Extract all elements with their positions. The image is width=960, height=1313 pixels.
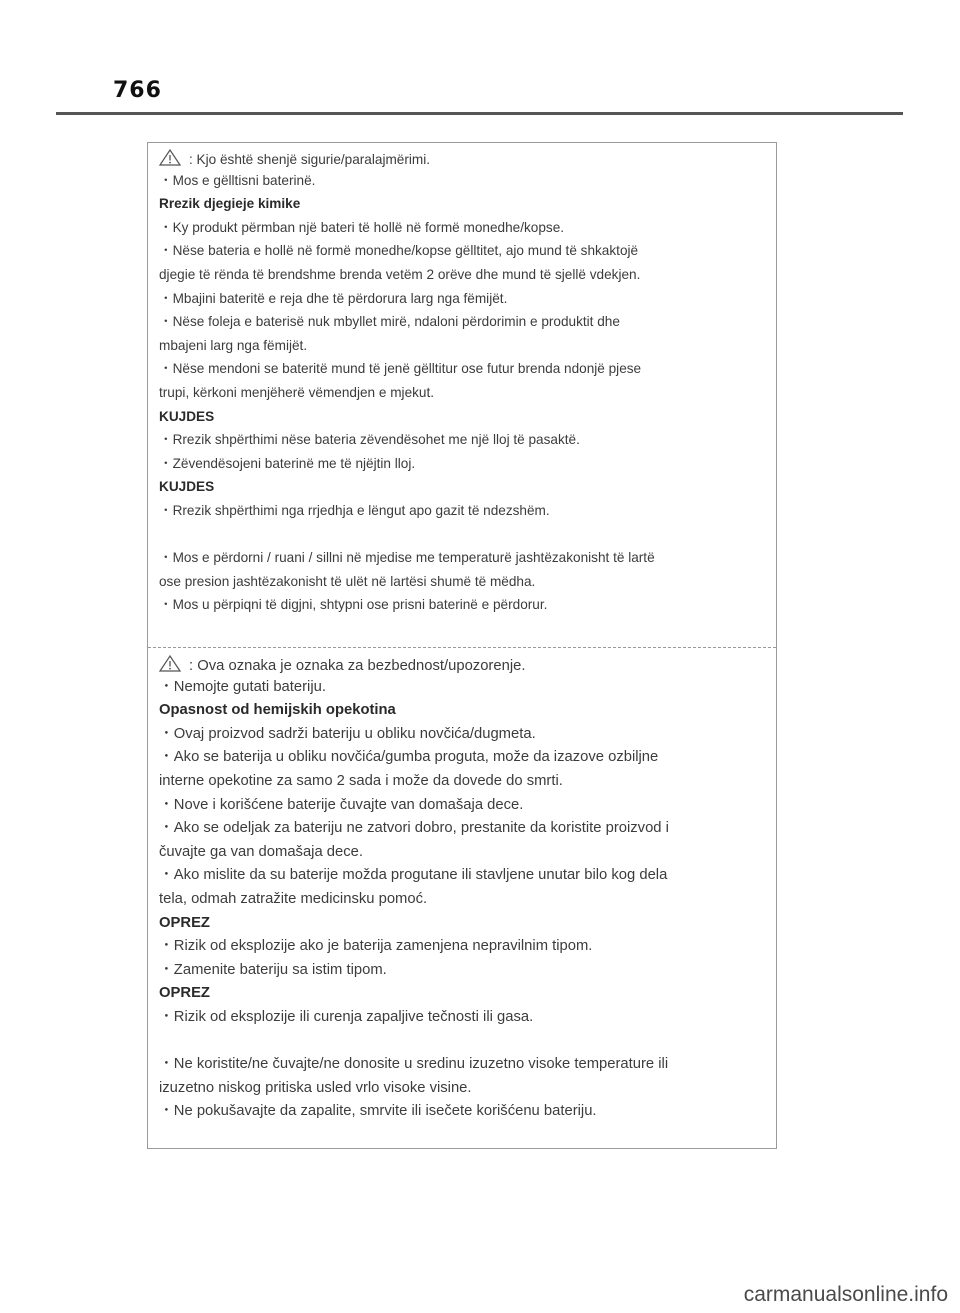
line-text: KUJDES — [159, 479, 215, 495]
section-heading — [159, 409, 214, 425]
warning-triangle-icon — [159, 655, 181, 676]
line-text: ・Nove i korišćene baterije čuvajte van domašaja dece. — [159, 796, 524, 813]
line-text: ose presion jashtëzakonisht të ulët në lartësi shumë të mëdha. — [159, 573, 536, 589]
line-text: ・Zamenite bateriju sa istim tipom. — [159, 961, 387, 978]
line-text: ・Ako mislite da su baterije možda progutane ili stavljene unutar bilo kog dela — [159, 867, 668, 884]
text-line — [159, 844, 363, 860]
text-line — [159, 503, 550, 519]
section-heading — [159, 479, 214, 495]
section-heading — [159, 702, 396, 718]
section-heading — [159, 985, 210, 1001]
text-line — [159, 149, 430, 170]
text-line — [159, 220, 564, 236]
line-text: ・Rizik od eksplozije ako je baterija zamenjena nepravilnim tipom. — [159, 938, 593, 955]
line-text: OPREZ — [159, 914, 210, 931]
line-text: ・Rrezik shpërthimi nga rrjedhja e lëngut apo gazit të ndezshëm. — [159, 503, 550, 518]
line-text: : Kjo është shenjë sigurie/paralajmërimi. — [189, 152, 431, 167]
text-line — [159, 243, 638, 259]
text-line — [159, 820, 669, 836]
text-line — [159, 338, 307, 354]
line-text: ・Zëvendësojeni baterinë me të njëjtin lloj. — [159, 455, 416, 471]
line-text: ・Ky produkt përmban një bateri të hollë në formë monedhe/kopse. — [159, 219, 565, 235]
text-line — [159, 550, 655, 566]
line-text: Opasnost od hemijskih opekotina — [159, 702, 396, 719]
text-line — [159, 797, 523, 813]
line-text: ・Nemojte gutati bateriju. — [159, 678, 326, 695]
line-text: mbajeni larg nga fëmijët. — [159, 337, 308, 353]
text-line — [159, 1103, 597, 1119]
line-text: trupi, kërkoni menjëherë vëmendjen e mjekut. — [159, 385, 435, 400]
watermark: carmanualsonline.info — [743, 1283, 948, 1306]
line-text: ・Nëse foleja e baterisë nuk mbyllet mirë, ndaloni përdorimin e produktit dhe — [159, 314, 620, 330]
line-text: interne opekotine za samo 2 sada i može da dovede do smrti. — [159, 773, 563, 789]
text-line — [159, 574, 535, 590]
text-line — [159, 938, 592, 954]
section-heading — [159, 915, 210, 931]
page-number: 766 — [113, 78, 162, 103]
line-text: OPREZ — [159, 985, 210, 1002]
text-line — [159, 726, 536, 742]
section-heading — [159, 196, 300, 212]
text-line — [159, 291, 507, 307]
line-text: ・Mos e përdorni / ruani / sillni në mjedise me temperaturë jashtëzakonisht të lartë — [159, 550, 655, 566]
line-text: ・Nëse bateria e hollë në formë monedhe/kopse gëlltitet, ajo mund të shkaktojë — [159, 243, 639, 259]
text-line — [159, 749, 658, 765]
text-line — [159, 597, 547, 613]
text-line — [159, 267, 640, 283]
line-text: ・Nëse mendoni se bateritë mund të jenë gëlltitur ose futur brenda ndonjë pjese — [159, 361, 642, 377]
text-line — [159, 314, 620, 330]
text-line — [159, 385, 434, 401]
line-text: KUJDES — [159, 408, 215, 424]
text-line — [159, 1056, 668, 1072]
line-text: ・Ne pokušavajte da zapalite, smrvite ili isečete korišćenu bateriju. — [159, 1103, 597, 1120]
text-line — [159, 432, 580, 448]
text-line — [159, 1080, 472, 1096]
line-text: ・Ako se baterija u obliku novčića/gumba proguta, može da izazove ozbiljne — [159, 749, 659, 766]
line-text: ・Mbajini bateritë e reja dhe të përdorura larg nga fëmijët. — [159, 290, 508, 306]
line-text: djegie të rënda të brendshme brenda vetëm 2 orëve dhe mund të sjellë vdekjen. — [159, 267, 641, 282]
line-text: ・Rrezik shpërthimi nëse bateria zëvendësohet me një lloj të pasaktë. — [159, 432, 580, 448]
line-text: ・Mos e gëlltisni baterinë. — [159, 172, 316, 188]
header-rule — [56, 112, 903, 115]
text-line — [159, 456, 415, 472]
line-text: ・Ovaj proizvod sadrži bateriju u obliku novčića/dugmeta. — [159, 725, 536, 742]
text-line — [159, 773, 563, 789]
text-line — [159, 891, 427, 907]
line-text: : Ova oznaka je oznaka za bezbednost/upozorenje. — [189, 658, 526, 674]
line-text: ・Rizik od eksplozije ili curenja zapaljive tečnosti ili gasa. — [159, 1009, 534, 1025]
text-line — [159, 361, 641, 377]
text-line — [159, 173, 315, 189]
text-line — [159, 1009, 533, 1025]
text-line — [159, 867, 667, 883]
section-albanian — [148, 143, 776, 647]
line-text: izuzetno niskog pritiska usled vrlo visoke visine. — [159, 1079, 472, 1096]
section-serbian — [148, 647, 776, 1151]
text-line — [159, 679, 326, 695]
line-text: ・Mos u përpiqni të digjni, shtypni ose prisni baterinë e përdorur. — [159, 597, 548, 613]
line-text: Rrezik djegieje kimike — [159, 196, 301, 212]
line-text: čuvajte ga van domašaja dece. — [159, 843, 363, 860]
battery-warning-box — [147, 142, 777, 1149]
line-text: ・Ako se odeljak za bateriju ne zatvori dobro, prestanite da koristite proizvod i — [159, 820, 669, 837]
warning-triangle-icon — [159, 149, 181, 170]
text-line — [159, 655, 525, 676]
line-text: ・Ne koristite/ne čuvajte/ne donosite u sredinu izuzetno visoke temperature ili — [159, 1056, 669, 1073]
text-line — [159, 962, 387, 978]
line-text: tela, odmah zatražite medicinsku pomoć. — [159, 891, 428, 907]
